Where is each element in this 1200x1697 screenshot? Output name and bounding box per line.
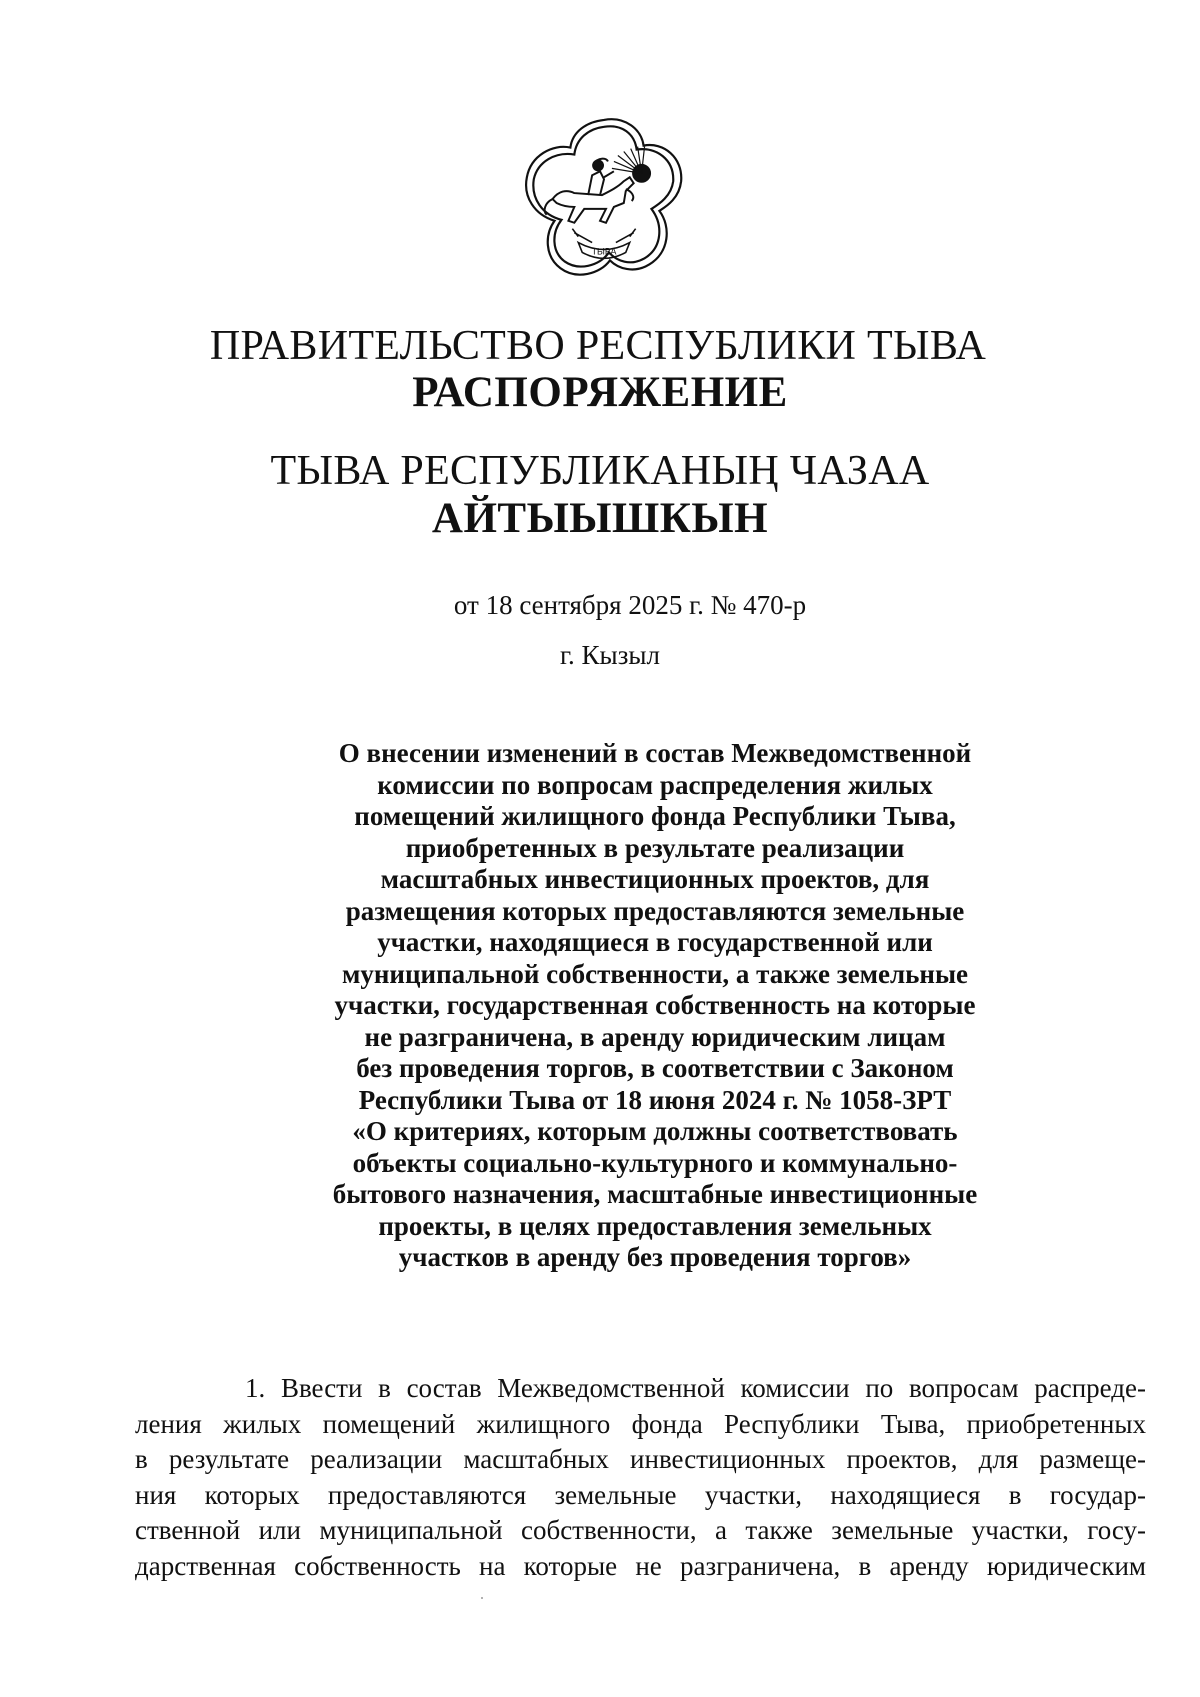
title-line: бытового назначения, масштабные инвестиционные xyxy=(332,1179,978,1209)
title-line: помещений жилищного фонда Республики Тыва, xyxy=(354,801,956,831)
document-city: г. Кызыл xyxy=(560,640,660,670)
body-line: ния которых предоставляются земельные участки, находящиеся в государ- xyxy=(135,1479,1146,1510)
scan-speck xyxy=(481,1597,483,1599)
title-line: масштабных инвестиционных проектов, для xyxy=(380,864,930,894)
document-title xyxy=(300,738,1010,1274)
body-line: ления жилых помещений жилищного фонда Республики Тыва, приобретенных xyxy=(135,1408,1146,1439)
document-date-number: от 18 сентября 2025 г. № 470-р xyxy=(453,590,807,620)
title-line: не разграничена, в аренду юридическим лицам xyxy=(364,1021,946,1052)
title-line: без проведения торгов, в соответствии с Законом xyxy=(356,1053,954,1083)
horse-rider-icon xyxy=(545,159,634,223)
body-line: ственной или муниципальной собственности, а также земельные участки, госу- xyxy=(135,1515,1146,1546)
body-line: дарственная собственность на которые не разграничена, в аренду юридическим xyxy=(135,1550,1146,1581)
title-line: муниципальной собственности, а также земельные xyxy=(341,958,969,989)
document-type-ru: РАСПОРЯЖЕНИЕ xyxy=(412,369,788,416)
sun-icon xyxy=(612,147,651,183)
government-name-tv: ТЫВА РЕСПУБЛИКАНЫҢ ЧАЗАА xyxy=(270,448,930,494)
government-name-ru: ПРАВИТЕЛЬСТВО РЕСПУБЛИКИ ТЫВА xyxy=(209,323,987,369)
body-line: 1. Ввести в состав Межведомственной комиссии по вопросам распреде- xyxy=(245,1373,1146,1403)
title-line: проекты, в целях предоставления земельных xyxy=(378,1210,932,1241)
title-line: размещения которых предоставляются земельные xyxy=(345,895,965,926)
title-line: комиссии по вопросам распределения жилых xyxy=(377,769,933,800)
title-line: участки, находящиеся в государственной или xyxy=(377,927,933,957)
title-line: приобретенных в результате реализации xyxy=(405,832,905,863)
coat-of-arms-emblem xyxy=(515,112,693,290)
body-line: в результате реализации масштабных инвестиционных проектов, для размеще- xyxy=(135,1444,1146,1475)
title-line: Республики Тыва от 18 июня 2024 г. № 1058-ЗРТ xyxy=(358,1084,952,1115)
title-line: участки, государственная собственность на которые xyxy=(334,990,976,1020)
title-line: участков в аренду без проведения торгов» xyxy=(398,1242,912,1272)
title-line: объекты социально-культурного и коммунально- xyxy=(352,1147,958,1178)
title-line: «О критериях, которым должны соответствовать xyxy=(352,1116,958,1146)
emblem-ribbon-text: ТЫВА xyxy=(591,246,617,257)
document-type-tv: АЙТЫЫШКЫН xyxy=(431,495,769,542)
title-line: О внесении изменений в состав Межведомственной xyxy=(338,738,972,768)
paragraph-1 xyxy=(135,1371,1146,1585)
